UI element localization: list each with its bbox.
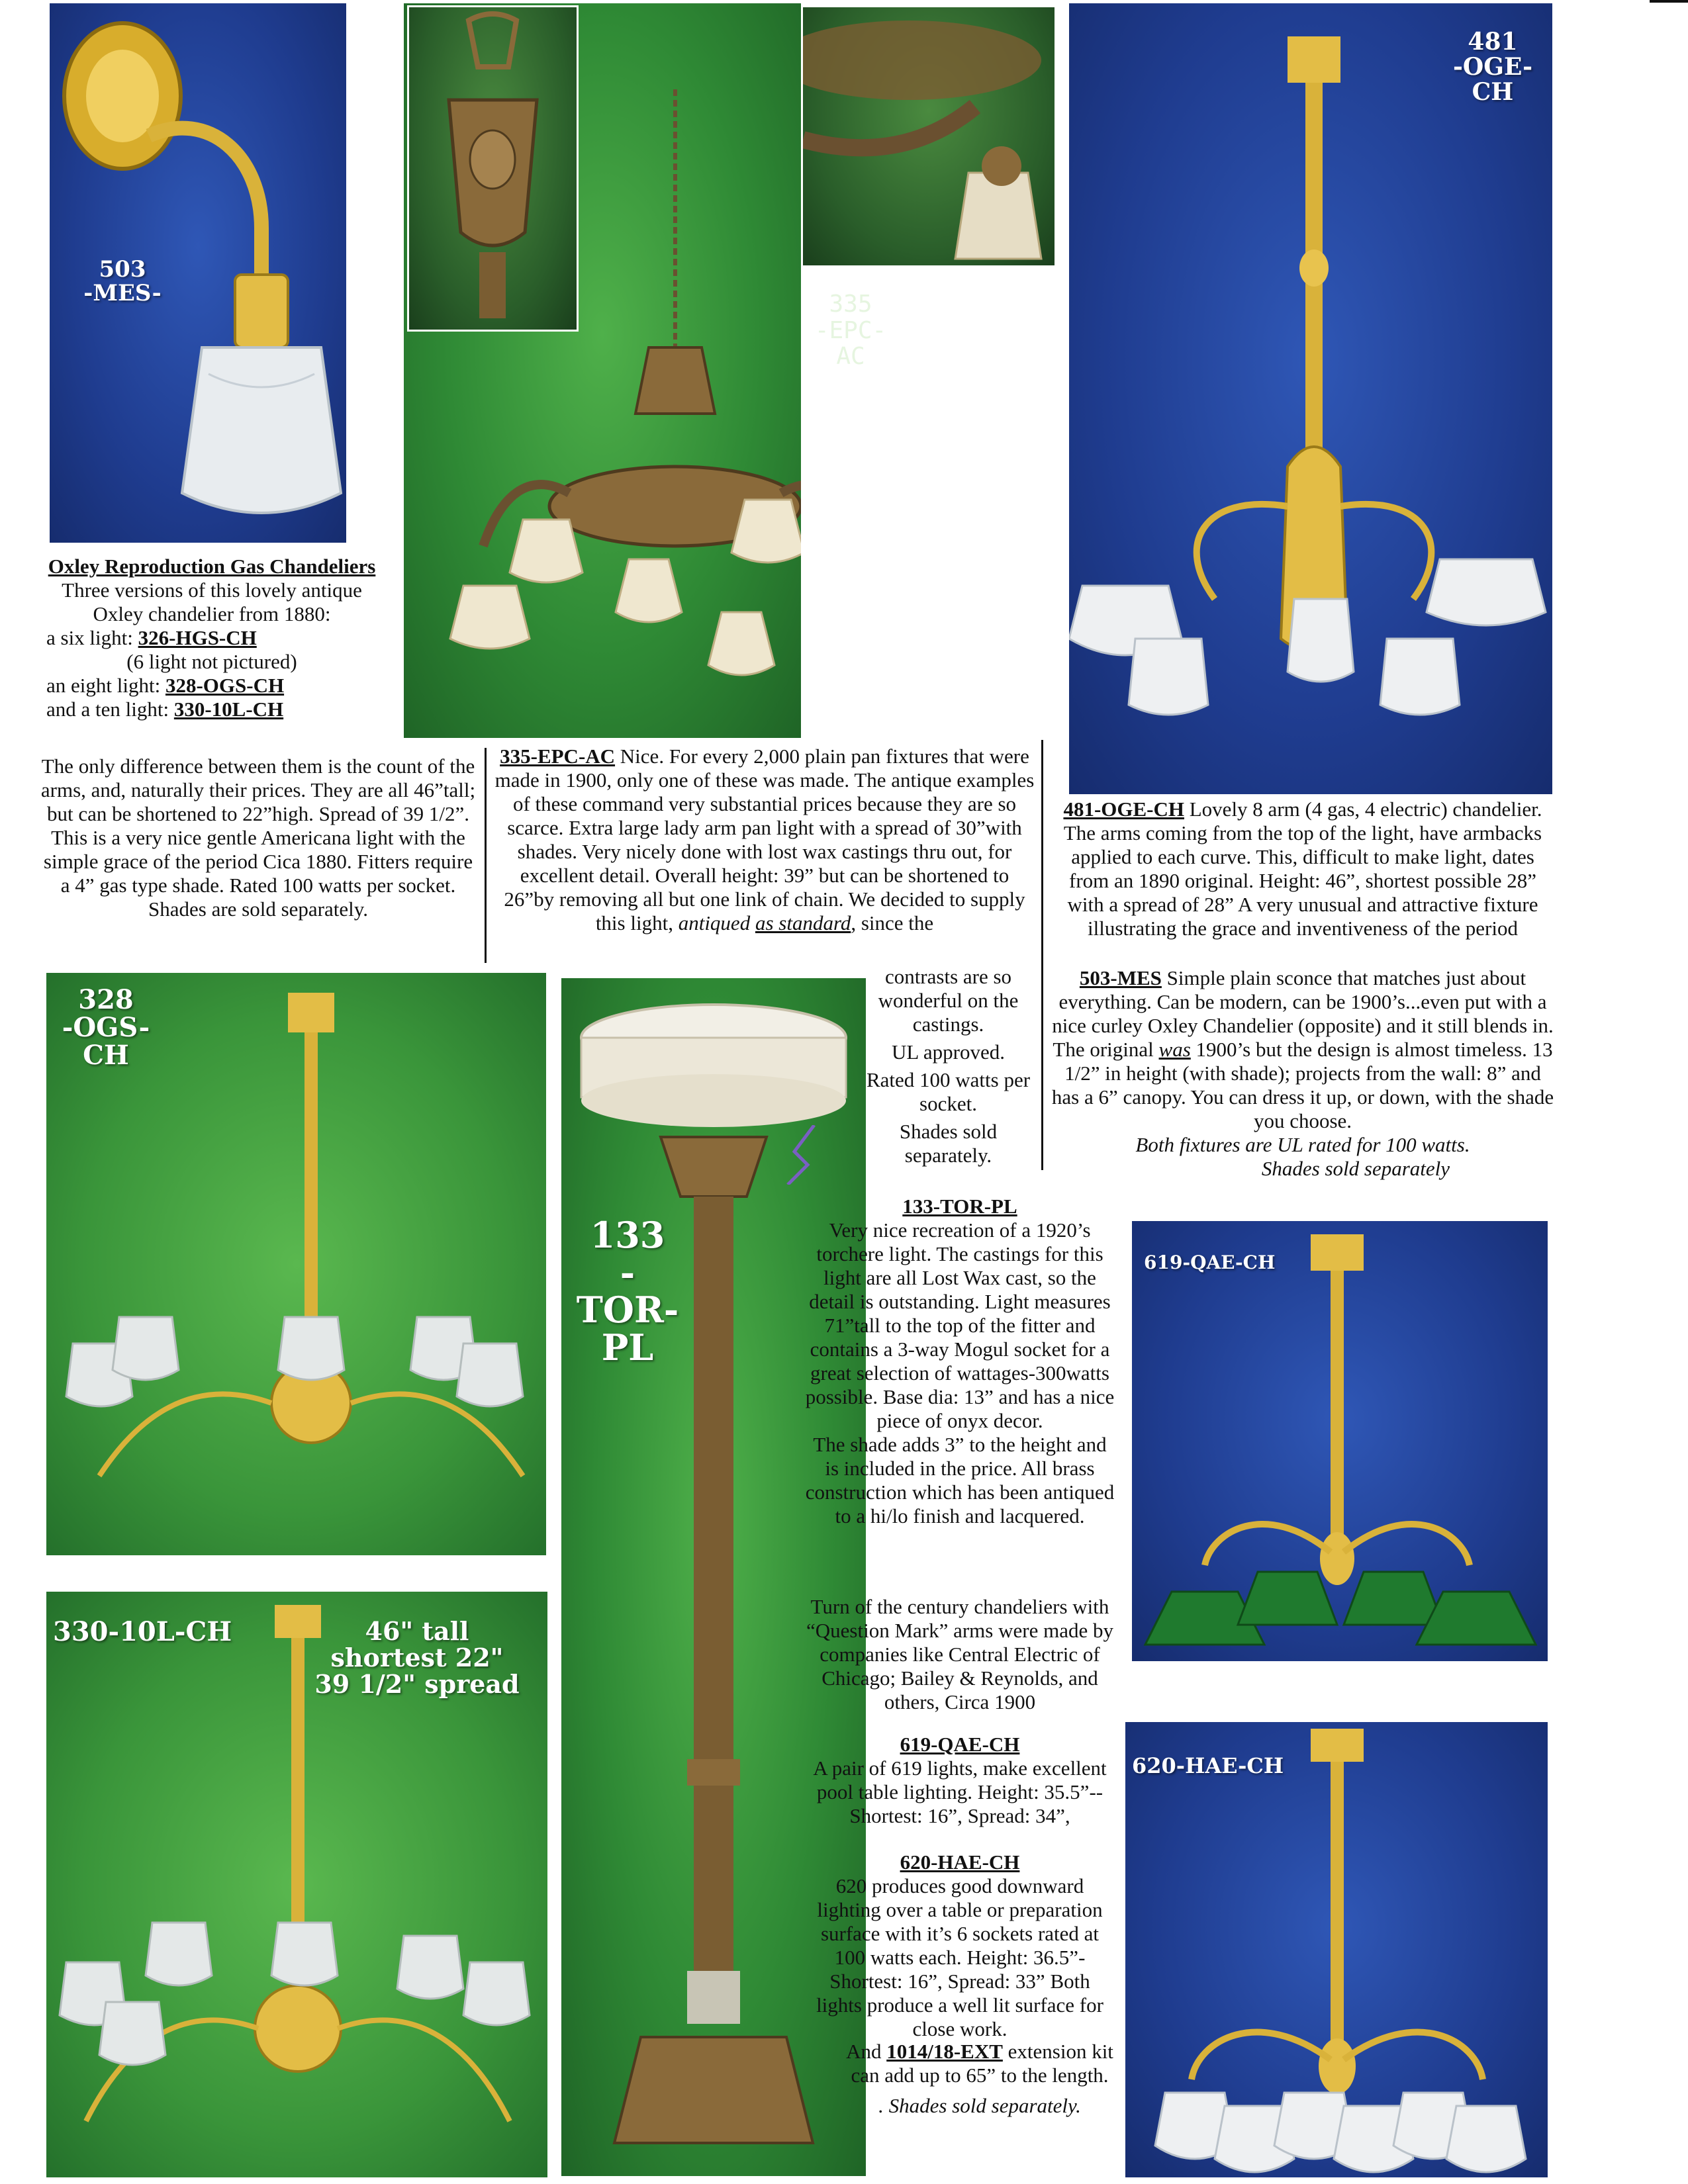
photo-label-481 bbox=[1440, 30, 1546, 105]
ext-shades: . Shades sold separately. bbox=[878, 2094, 1081, 2117]
column-divider bbox=[1041, 740, 1043, 1170]
inset-urn-detail bbox=[407, 5, 579, 332]
oge-chandelier-illustration bbox=[1069, 3, 1552, 794]
purple-edge-decoration bbox=[781, 1125, 821, 1185]
label-line: 481 bbox=[1468, 28, 1518, 56]
photo-label-620: 620-HAE-CH bbox=[1132, 1753, 1284, 1778]
photo-330-specs bbox=[298, 1618, 536, 1698]
photo-330-10l-ch bbox=[46, 1592, 547, 2177]
photo-label-330: 330-10L-CH bbox=[53, 1616, 232, 1647]
qae-description bbox=[804, 1733, 1115, 1828]
epc-body-2: , since the bbox=[851, 911, 934, 934]
spec-line: shortest 22" bbox=[330, 1642, 504, 1672]
oxley-eight-light bbox=[46, 674, 377, 698]
label-line: PL bbox=[601, 1326, 654, 1369]
hae-body: 620 produces good downward lighting over a table or preparation surface with it’s 6 sockets rated at 100 watts each. Height: 36.5”-Shortest: 16”, Spread: 33” Both lights produce a well lit surface for close work. bbox=[816, 1874, 1103, 2040]
epc-as-standard: as standard bbox=[755, 911, 851, 934]
epc-shades: Shades sold separately. bbox=[899, 1120, 998, 1167]
hae-chandelier-illustration bbox=[1125, 1722, 1548, 2177]
oxley-body: The only difference between them is the count of the arms, and, naturally their prices. They are all 46”tall; but can be shortened to 22”high. Spread of 39 1/2”. This is a very nice gentle Americana light with the simple grace of the period Cica 1880. Fitters require a 4” gas type shade. Rated 100 watts per socket. Shades are sold separately. bbox=[40, 754, 476, 921]
mes-body-1: Simple plain sconce that matches just about everything. Can be modern, can be 1900’s...even put with a nice curley Oxley Chandelier (opposite) and it still blends in. The original bbox=[1052, 966, 1554, 1061]
oge-code: 481-OGE-CH bbox=[1063, 797, 1184, 821]
oxley-heading: Oxley Reproduction Gas Chandeliers bbox=[48, 555, 376, 578]
spec-line: 46" tall bbox=[365, 1616, 469, 1646]
photo-620-hae-ch bbox=[1125, 1722, 1548, 2177]
label-line: 503 bbox=[99, 256, 146, 283]
spec-line: 39 1/2" spread bbox=[314, 1668, 520, 1699]
urn-illustration bbox=[409, 7, 577, 330]
mes-description bbox=[1051, 966, 1554, 1181]
epc-continued bbox=[861, 965, 1036, 1167]
qae-chandelier-illustration bbox=[1132, 1221, 1548, 1661]
label-line: -OGS- bbox=[62, 1012, 150, 1043]
label-line: 328 bbox=[78, 984, 134, 1015]
inset-lady-arm-detail bbox=[801, 5, 1056, 267]
mes-body-2: 1900’s but the design is almost timeless. 13 1/2” in height (with shade); projects from the wall: 8” and has a 6” canopy. You can dress it up, or down, with the shade you choose. bbox=[1051, 1038, 1554, 1132]
oxley-six-note: (6 light not pictured) bbox=[126, 650, 297, 673]
oxley-six-light bbox=[46, 626, 377, 650]
label-line: AC bbox=[836, 343, 865, 371]
oxley-intro-block bbox=[46, 555, 377, 721]
qae-code: 619-QAE-CH bbox=[900, 1733, 1020, 1756]
photo-label-133 bbox=[575, 1216, 680, 1367]
oge-body: Lovely 8 arm (4 gas, 4 electric) chandelier. The arms coming from the top of the light, have armbacks applied to each curve. This, difficult to make light, dates from an 1890 original. Height: 46”, shortest possible 28” with a spread of 28” A very unusual and attractive fixture illustrating the grace and inventiveness of the period bbox=[1063, 797, 1542, 940]
epc-antiqued: antiqued bbox=[678, 911, 751, 934]
oge-description bbox=[1051, 797, 1554, 940]
photo-label-619: 619-QAE-CH bbox=[1144, 1251, 1276, 1273]
hae-code: 620-HAE-CH bbox=[900, 1850, 1020, 1874]
epc-code: 335-EPC-AC bbox=[500, 745, 616, 768]
epc-rated: Rated 100 watts per socket. bbox=[866, 1068, 1031, 1115]
epc-description bbox=[493, 745, 1036, 935]
label-line: -EPC- bbox=[814, 316, 887, 344]
qae-body: A pair of 619 lights, make excellent pool table lighting. Height: 35.5”--Shortest: 16”, Spread: 34”, bbox=[813, 1756, 1107, 1827]
photo-label-335 bbox=[801, 291, 900, 370]
oxley-ten-prefix: and a ten light: bbox=[46, 698, 174, 721]
epc-ul: UL approved. bbox=[891, 1040, 1005, 1064]
tor-body-2: The shade adds 3” to the height and is included in the price. All brass construction which has been antiqued to a hi/lo finish and lacquered. bbox=[805, 1433, 1115, 1527]
label-line: 133 bbox=[590, 1214, 665, 1256]
photo-label-328 bbox=[60, 986, 152, 1069]
label-line: -TOR- bbox=[576, 1251, 679, 1332]
mes-ul-note: Both fixtures are UL rated for 100 watts. bbox=[1135, 1133, 1470, 1156]
ext-prefix: And bbox=[846, 2040, 887, 2063]
oxley-ten-light bbox=[46, 698, 377, 721]
photo-328-ogs-ch bbox=[46, 973, 546, 1555]
mes-was: was bbox=[1158, 1038, 1191, 1061]
label-line: -OGE- bbox=[1452, 52, 1533, 81]
tor-body: Very nice recreation of a 1920’s torchere light. The castings for this light are all Lost Wax cast, so the detail is outstanding. Light measures 71”tall to the top of the fitter and contains a 3-way Mogul socket for a great selection of wattages-300watts possible. Base dia: 13” and has a nice piece of onyx decor. bbox=[805, 1218, 1115, 1432]
tor-description bbox=[804, 1195, 1115, 1528]
corner-mark bbox=[1650, 0, 1688, 3]
label-line: CH bbox=[1472, 77, 1514, 106]
oxley-intro: Three versions of this lovely antique Oxley chandelier from 1880: bbox=[62, 578, 362, 625]
oxley-eight-code: 328-OGS-CH bbox=[165, 674, 285, 697]
mes-code: 503-MES bbox=[1079, 966, 1162, 989]
ext-description bbox=[841, 2040, 1119, 2118]
photo-503-mes bbox=[50, 3, 346, 543]
label-line: CH bbox=[83, 1040, 129, 1071]
label-line: 335 bbox=[829, 291, 872, 318]
oxley-eight-prefix: an eight light: bbox=[46, 674, 165, 697]
oxley-six-prefix: a six light: bbox=[46, 626, 138, 649]
mes-shades-note: Shades sold separately bbox=[1261, 1157, 1450, 1180]
oxley-six-code: 326-HGS-CH bbox=[138, 626, 257, 649]
photo-481-oge-ch bbox=[1069, 3, 1552, 794]
ext-code: 1014/18-EXT bbox=[886, 2040, 1003, 2063]
epc-contrasts: contrasts are so wonderful on the castings. bbox=[878, 965, 1019, 1036]
ext-body: extension kit can add up to 65” to the length. bbox=[851, 2040, 1113, 2087]
lady-arm-illustration bbox=[803, 7, 1055, 265]
tor-code: 133-TOR-PL bbox=[902, 1195, 1017, 1218]
column-divider bbox=[485, 748, 487, 963]
epc-body-1: Nice. For every 2,000 plain pan fixtures that were made in 1900, only one of these was made. The antique examples of these command very substantial prices because they are so scarce. Extra large lady arm pan light with a spread of 30”with shades. Very nicely done with lost wax castings thru out, for excellent detail. Overall height: 39” but can be shortened to 26”by removing all but one link of chain. We decided to supply this light, bbox=[494, 745, 1035, 934]
oxley-ten-code: 330-10L-CH bbox=[173, 698, 284, 721]
century-description: Turn of the century chandeliers with “Question Mark” arms were made by companies like Central Electric of Chicago; Bailey & Reynolds, and others, Circa 1900 bbox=[806, 1595, 1113, 1713]
hae-description bbox=[804, 1850, 1115, 2041]
photo-619-qae-ch bbox=[1132, 1221, 1548, 1661]
label-line: -MES- bbox=[83, 279, 162, 306]
photo-label-503 bbox=[70, 258, 175, 305]
